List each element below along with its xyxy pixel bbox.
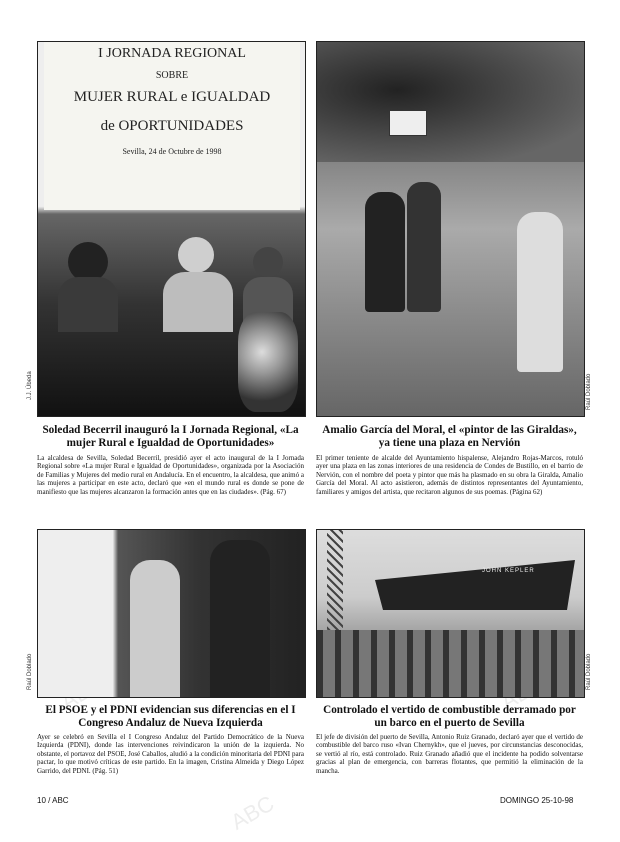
banner-line-5: Sevilla, 24 de Octubre de 1998 [122, 147, 222, 156]
photo-credit: Raúl Doblado [586, 373, 592, 410]
watermark: ABC [226, 790, 279, 835]
plaque [389, 110, 427, 136]
headline-psoe: El PSOE y el PDNI evidencian sus diferencias en el I Congreso Andaluz de Nueva Izquierda [45, 704, 296, 729]
ship-hull [375, 560, 575, 610]
person-center [407, 182, 441, 312]
person-lopez [210, 540, 270, 697]
flowers [238, 312, 298, 412]
photo-credit: Raúl Doblado [586, 653, 592, 690]
photo-plaza [316, 41, 585, 417]
headline-becerril: Soledad Becerril inauguró la I Jornada Regional, «La mujer Rural e Igualdad de Oportunidades» [42, 424, 299, 449]
photo-barco [316, 529, 585, 698]
page-number: 10 / ABC [37, 796, 69, 805]
banner-line-1: I JORNADA REGIONAL [98, 46, 246, 61]
person-right [517, 212, 563, 372]
article-vertido: El jefe de división del puerto de Sevilla, Antonio Ruiz Granado, declaró ayer que el vertido de combustible del barco ruso «Ivan Chernykh», que el jueves, por circunstancias desconocidas, se vertió al río, está controlado. Ruiz Granado añadió que el incidente ha podido solventarse gracias al plan de emergencia, con barreras flotantes, que permitió la eliminación de la mancha. [316, 733, 583, 775]
tree-canopy [317, 42, 584, 162]
issue-date: DOMINGO 25-10-98 [500, 796, 574, 805]
person-almeida [130, 560, 180, 697]
headline-vertido: Controlado el vertido de combustible derramado por un barco en el puerto de Sevilla [323, 704, 576, 729]
photo-jornada [37, 41, 306, 417]
dock-structures [317, 630, 584, 697]
event-banner [44, 42, 300, 210]
article-psoe: Ayer se celebró en Sevilla el I Congreso Andaluz del Partido Democrático de la Nueva Izquierda (PDNI), donde las intervenciones reivindicaron la unión de la izquierda. No obstante, el portavoz del PSOE, José Caballos, aludió a la condición minoritaria del PDNI para pactar, lo que motivó críticas de este partido. En la imagen, Cristina Almeida y Diego López Garrido, del PDNI. (Pág. 51) [37, 733, 304, 775]
photo-congreso [37, 529, 306, 698]
photo-credit: Raúl Doblado [27, 653, 33, 690]
banner-line-2: SOBRE [155, 70, 189, 81]
banner-line-3: MUJER RURAL e IGUALDAD [73, 89, 271, 105]
banner-line-4: de OPORTUNIDADES [100, 118, 244, 134]
article-becerril: La alcaldesa de Sevilla, Soledad Becerril, presidió ayer el acto inaugural de la I Jornada Regional sobre «La mujer Rural e Igualdad de Oportunidades», organizada por la Asociación de Familias y Mujeres del medio rural en Andalucía. En el encuentro, la alcaldesa, que animó a las mujeres a participar en este acto, declaró que «en el mundo rural es donde se pone de manifiesto que las mujeres alcanzaron la formación antes que en las ciudades». (Pág. 67) [37, 454, 304, 496]
headline-amalio: Amalio García del Moral, el «pintor de las Giraldas», ya tiene una plaza en Nervión [322, 424, 577, 449]
person-left [365, 192, 405, 312]
ship-name: JOHN KEPLER [482, 568, 535, 574]
photo-credit: J.J. Úbeda [27, 371, 33, 400]
article-amalio: El primer teniente de alcalde del Ayuntamiento hispalense, Alejandro Rojas-Marcos, rotuló ayer una plaza en las zonas interiores de una residencia de Condes de Bustillo, en el barrio de Nervión, con el nombre del poeta y pintor que más ha plasmado en su obra la Giralda, Amalio García del Moral. Al acto asistieron, además de distintos representantes del Ayuntamiento, familiares y amigos del artista, que recitaron algunos de sus poemas. (Página 62) [316, 454, 583, 496]
